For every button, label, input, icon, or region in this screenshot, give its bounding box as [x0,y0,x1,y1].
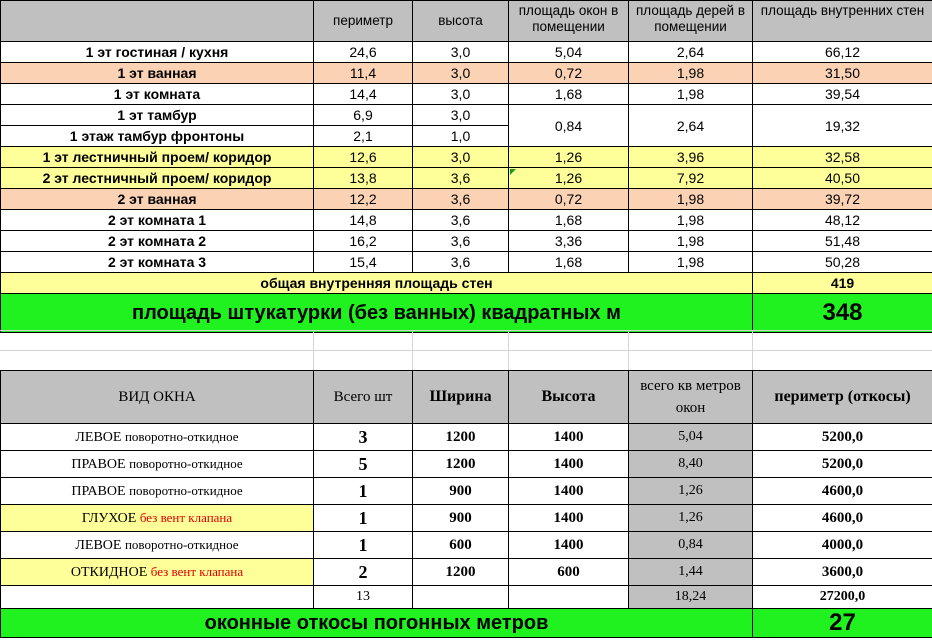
room-name-cell[interactable]: 2 эт комната 3 [1,252,314,273]
count-cell[interactable]: 2 [314,559,413,586]
height-cell[interactable]: 1400 [509,505,629,532]
door-area-cell[interactable]: 2,64 [629,42,753,63]
sum-row [1,586,932,609]
area-cell[interactable]: 1,44 [629,559,753,586]
perimeter-cell[interactable]: 4600,0 [753,478,932,505]
height-cell[interactable]: 3,6 [413,189,509,210]
count-cell[interactable]: 1 [314,478,413,505]
table-row [1,84,932,105]
perimeter-cell[interactable]: 14,8 [314,210,413,231]
perimeter-cell[interactable]: 2,1 [314,126,413,147]
perimeter-cell[interactable]: 13,8 [314,168,413,189]
window-area-cell[interactable]: 3,36 [509,231,629,252]
window-type: ЛЕВОЕ [75,429,122,445]
height-cell[interactable]: 3,6 [413,231,509,252]
sum-empty-cell[interactable] [509,586,629,609]
room-name-cell[interactable]: 2 эт комната 2 [1,231,314,252]
wall-area-cell[interactable]: 39,72 [753,189,932,210]
window-type: ЛЕВОЕ [75,537,122,553]
sum-count-cell[interactable]: 13 [314,586,413,609]
room-name-cell[interactable]: 1 эт лестничный проем/ коридор [1,147,314,168]
height-cell[interactable]: 3,6 [413,210,509,231]
perimeter-cell[interactable]: 3600,0 [753,559,932,586]
table-header-row [1,1,932,42]
header-cell-empty[interactable] [1,1,314,42]
room-name-cell[interactable]: 2 эт лестничный проем/ коридор [1,168,314,189]
table-row [1,424,932,451]
table-row [1,42,932,63]
cell-comment-marker [510,169,516,175]
count-cell[interactable]: 1 [314,532,413,559]
count-cell[interactable]: 1 [314,505,413,532]
table-row [1,505,932,532]
door-area-cell[interactable]: 1,98 [629,84,753,105]
wall-area-cell[interactable]: 40,50 [753,168,932,189]
header-wall-area[interactable]: площадь внутренних стен [753,1,932,42]
window-type-note: без вент клапана [150,563,244,579]
height-cell[interactable]: 1,0 [413,126,509,147]
window-type-cell[interactable] [1,505,314,532]
table-row [1,478,932,505]
wall-area-cell[interactable]: 51,48 [753,231,932,252]
table-header-row [1,371,932,424]
window-type-cell[interactable] [1,424,314,451]
window-area-cell[interactable]: 5,04 [509,42,629,63]
header-perimeter[interactable]: периметр [314,1,413,42]
area-cell[interactable]: 0,84 [629,532,753,559]
header-perimeter-slopes[interactable]: периметр (откосы) [753,371,932,424]
window-area-cell[interactable]: 1,68 [509,252,629,273]
window-type-cell[interactable] [1,451,314,478]
window-area-cell[interactable]: 0,72 [509,189,629,210]
room-name-cell[interactable]: 2 эт комната 1 [1,210,314,231]
windows-table [0,370,932,638]
door-area-cell[interactable]: 1,98 [629,252,753,273]
height-cell[interactable]: 3,0 [413,42,509,63]
window-type-note: поворотно-откидное [124,536,239,552]
header-window-area[interactable]: всего кв метров окон [629,371,753,424]
window-area-cell[interactable]: 0,84 [509,105,629,147]
window-area-cell[interactable]: 1,26 [509,147,629,168]
table-row [1,105,932,126]
window-type-cell[interactable] [1,532,314,559]
perimeter-cell[interactable]: 5200,0 [753,451,932,478]
table-row [1,451,932,478]
header-door-area[interactable]: площадь дерей в помещении [629,1,753,42]
table-row [1,252,932,273]
header-height[interactable]: Высота [509,371,629,424]
window-area-cell[interactable]: 1,68 [509,210,629,231]
width-cell[interactable]: 1200 [413,424,509,451]
width-cell[interactable]: 900 [413,505,509,532]
room-name-cell[interactable]: 2 эт ванная [1,189,314,210]
window-area-cell[interactable]: 1,26 [509,168,629,189]
height-cell[interactable]: 3,0 [413,147,509,168]
room-name-cell[interactable]: 1 эт ванная [1,63,314,84]
total-wall-area-value[interactable]: 419 [753,273,932,294]
header-height[interactable]: высота [413,1,509,42]
count-cell[interactable]: 3 [314,424,413,451]
window-type-note: без вент клапана [139,509,233,525]
total-wall-area-label[interactable]: общая внутренняя площадь стен [1,273,753,294]
window-type: ПРАВОЕ [71,483,126,499]
perimeter-cell[interactable]: 16,2 [314,231,413,252]
window-type: ГЛУХОЕ [81,510,137,526]
wall-area-cell[interactable]: 19,32 [753,105,932,147]
wall-area-cell[interactable]: 48,12 [753,210,932,231]
table-row [1,559,932,586]
height-cell[interactable]: 1400 [509,451,629,478]
window-type-note: поворотно-откидное [129,482,243,498]
plaster-area-label[interactable]: площадь штукатурки (без ванных) квадратных м [1,294,753,333]
wall-area-cell[interactable]: 39,54 [753,84,932,105]
height-cell[interactable]: 3,0 [413,84,509,105]
perimeter-cell[interactable]: 5200,0 [753,424,932,451]
perimeter-cell[interactable]: 24,6 [314,42,413,63]
plaster-area-value[interactable]: 348 [753,294,932,333]
room-name-cell[interactable]: 1 этаж тамбур фронтоны [1,126,314,147]
wall-area-cell[interactable]: 66,12 [753,42,932,63]
window-type-note: поворотно-откидное [124,428,239,444]
window-type: ОТКИДНОЕ [70,564,148,580]
wall-area-cell[interactable]: 31,50 [753,63,932,84]
perimeter-cell[interactable]: 12,2 [314,189,413,210]
height-cell[interactable]: 1400 [509,478,629,505]
sum-perimeter-cell[interactable]: 27200,0 [753,586,932,609]
slopes-row [1,609,932,638]
window-area-cell[interactable]: 0,72 [509,63,629,84]
room-name-cell[interactable]: 1 эт комната [1,84,314,105]
table-row [1,231,932,252]
window-type: ПРАВОЕ [71,456,126,472]
window-type-cell[interactable] [1,478,314,505]
height-cell[interactable]: 1400 [509,532,629,559]
header-window-area[interactable]: площадь окон в помещении [509,1,629,42]
sum-empty-cell[interactable] [413,586,509,609]
door-area-cell[interactable]: 1,98 [629,63,753,84]
width-cell[interactable]: 900 [413,478,509,505]
area-cell[interactable]: 1,26 [629,478,753,505]
header-width[interactable]: Ширина [413,371,509,424]
area-cell[interactable]: 1,26 [629,505,753,532]
door-area-cell[interactable]: 1,98 [629,231,753,252]
perimeter-cell[interactable]: 15,4 [314,252,413,273]
height-cell[interactable]: 3,0 [413,63,509,84]
room-name-cell[interactable]: 1 эт гостиная / кухня [1,42,314,63]
table-row [1,189,932,210]
perimeter-cell[interactable]: 6,9 [314,105,413,126]
room-name-cell[interactable]: 1 эт тамбур [1,105,314,126]
total-row [1,273,932,294]
table-row [1,63,932,84]
table-row [1,168,932,189]
table-row [1,210,932,231]
sum-empty-cell[interactable] [1,586,314,609]
height-cell[interactable]: 600 [509,559,629,586]
width-cell[interactable]: 1200 [413,559,509,586]
header-count[interactable]: Всего шт [314,371,413,424]
area-cell[interactable]: 5,04 [629,424,753,451]
wall-area-cell[interactable]: 32,58 [753,147,932,168]
perimeter-cell[interactable]: 12,6 [314,147,413,168]
door-area-cell[interactable]: 1,98 [629,189,753,210]
height-cell[interactable]: 3,6 [413,252,509,273]
window-slopes-value[interactable]: 27 [753,609,932,638]
wall-area-cell[interactable]: 50,28 [753,252,932,273]
window-type-cell[interactable] [1,559,314,586]
height-cell[interactable]: 1400 [509,424,629,451]
window-area-cell[interactable]: 1,68 [509,84,629,105]
table-row [1,147,932,168]
perimeter-cell[interactable]: 14,4 [314,84,413,105]
height-cell[interactable]: 3,6 [413,168,509,189]
width-cell[interactable]: 600 [413,532,509,559]
table-row [1,532,932,559]
perimeter-cell[interactable]: 11,4 [314,63,413,84]
window-slopes-label[interactable]: оконные откосы погонных метров [1,609,753,638]
perimeter-cell[interactable]: 4600,0 [753,505,932,532]
count-cell[interactable]: 5 [314,451,413,478]
width-cell[interactable]: 1200 [413,451,509,478]
door-area-cell[interactable]: 3,96 [629,147,753,168]
plaster-row [1,294,932,333]
header-window-type[interactable]: ВИД ОКНА [1,371,314,424]
height-cell[interactable]: 3,0 [413,105,509,126]
door-area-cell[interactable]: 7,92 [629,168,753,189]
window-type-note: поворотно-откидное [129,455,243,471]
area-cell[interactable]: 8,40 [629,451,753,478]
perimeter-cell[interactable]: 4000,0 [753,532,932,559]
sum-area-cell[interactable]: 18,24 [629,586,753,609]
door-area-cell[interactable]: 1,98 [629,210,753,231]
empty-rows-gap [0,330,932,370]
door-area-cell[interactable]: 2,64 [629,105,753,147]
